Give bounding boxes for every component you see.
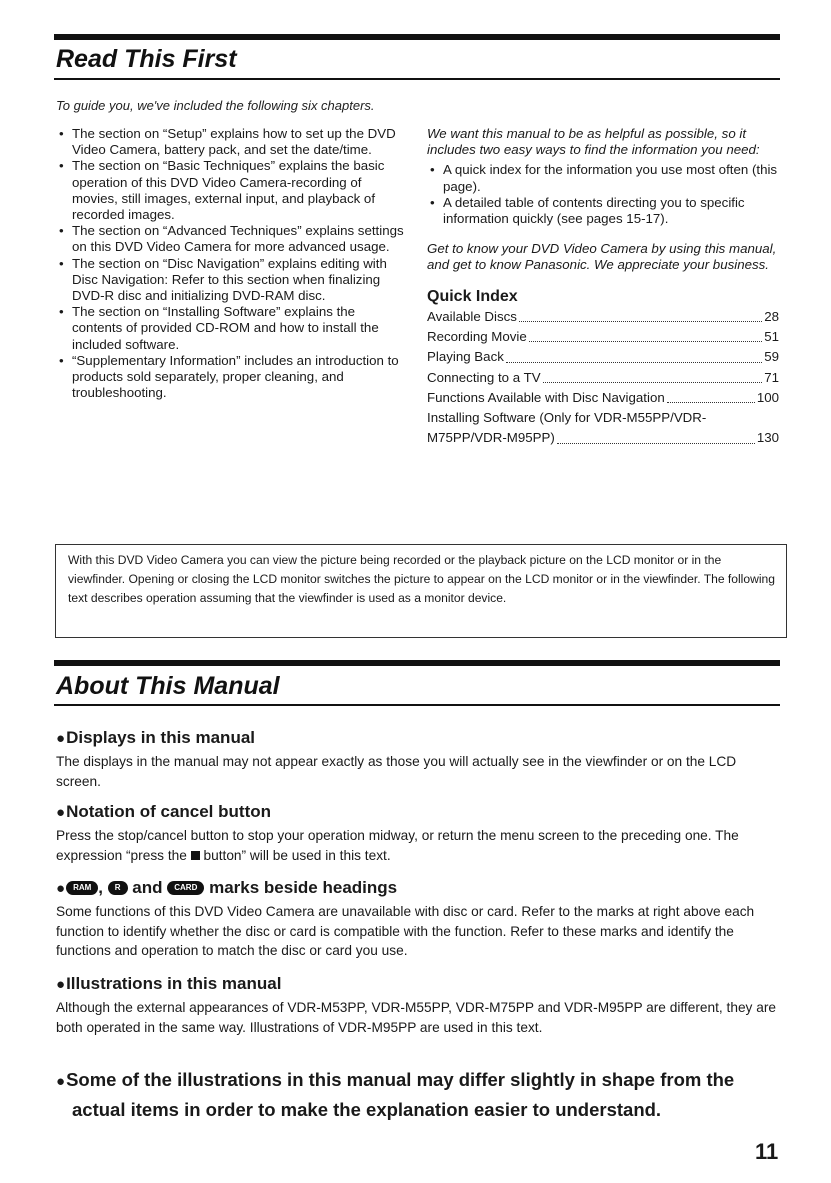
section-heading: ●Illustrations in this manual xyxy=(56,974,282,993)
section-body: Some functions of this DVD Video Camera are unavailable with disc or card. Refer to the marks at right above each function to identify whether the disc or card is compatible with the function. Refer to these marks and identify the functions and operation to match the disc or card you use. xyxy=(56,904,755,959)
index-row[interactable] xyxy=(427,388,779,408)
index-row[interactable] xyxy=(427,327,779,347)
card-badge-icon: CARD xyxy=(167,881,204,895)
index-row[interactable] xyxy=(427,347,779,367)
index-page: 100 xyxy=(756,389,779,405)
list-item: • “Supplementary Information” includes an introduction to products sold separately, proper cleaning, and troubleshooting. xyxy=(56,353,408,402)
leader-dots xyxy=(667,388,755,403)
list-item: • A detailed table of contents directing you to specific information quickly (see pages 15-17). xyxy=(427,195,779,227)
section-heading: ●Notation of cancel button xyxy=(56,802,271,821)
page-number: 11 xyxy=(755,1139,779,1164)
section-heading: ●Displays in this manual xyxy=(56,728,256,747)
index-page: 71 xyxy=(764,369,779,385)
index-page: 59 xyxy=(764,349,779,365)
page-title: Read This First xyxy=(56,45,237,73)
list-item: • A quick index for the information you use most often (this page). xyxy=(427,162,779,194)
list-item: • The section on “Disc Navigation” explains editing with Disc Navigation: Refer to this section when finalizing DVD-R disc and initializing DVD-RAM disc. xyxy=(56,256,408,305)
index-label: Connecting to a TV xyxy=(427,369,541,385)
index-label: Recording Movie xyxy=(427,328,527,344)
list-item: • The section on “Setup” explains how to set up the DVD Video Camera, battery pack, and set the date/time. xyxy=(56,126,408,158)
list-item: • The section on “Advanced Techniques” explains settings on this DVD Video Camera for more advanced usage. xyxy=(56,223,408,255)
index-page: 28 xyxy=(764,308,779,324)
help-outro: Get to know your DVD Video Camera by using this manual, and get to know Panasonic. We appreciate your business. xyxy=(427,241,777,273)
leader-dots xyxy=(543,368,763,383)
chapters-list xyxy=(56,126,408,401)
bullet-icon: ● xyxy=(56,1073,66,1090)
index-label: Available Discs xyxy=(427,308,517,324)
section-rule xyxy=(54,660,780,666)
leader-dots xyxy=(506,347,762,362)
quick-index-title: Quick Index xyxy=(427,287,518,305)
section-body: The displays in the manual may not appear exactly as those you will actually see in the viewfinder or on the LCD screen. xyxy=(56,754,737,789)
index-label-cont: M75PP/VDR-M95PP) xyxy=(427,430,555,446)
leader-dots xyxy=(557,428,755,443)
help-list xyxy=(427,162,779,227)
help-column xyxy=(427,126,779,449)
chapters-list-column xyxy=(56,126,408,401)
list-item: • The section on “Basic Techniques” explains the basic operation of this DVD Video Camera-recording of movies, still images, external input, and playback of recorded images. xyxy=(56,158,408,223)
index-page: 51 xyxy=(764,328,779,344)
section-heading: ● RAM , R and CARD marks beside headings xyxy=(56,878,398,897)
quick-index xyxy=(427,307,779,449)
top-rule xyxy=(54,34,780,40)
stop-square-icon xyxy=(191,851,200,860)
index-page: 130 xyxy=(756,430,779,446)
index-row[interactable] xyxy=(427,307,779,327)
intro-text: To guide you, we've included the following six chapters. xyxy=(56,98,375,113)
about-title: About This Manual xyxy=(56,672,280,700)
title-underline xyxy=(54,78,780,80)
illustration-disclaimer: ●Some of the illustrations in this manual may differ slightly in shape from the actual items in order to make the explanation easier to understand. xyxy=(56,1069,735,1120)
bullet-icon: ● xyxy=(56,976,66,993)
index-row[interactable] xyxy=(427,408,779,449)
index-row[interactable] xyxy=(427,368,779,388)
bullet-icon: ● xyxy=(56,880,66,897)
about-underline xyxy=(54,704,780,706)
index-label: Functions Available with Disc Navigation xyxy=(427,389,665,405)
ram-badge-icon: RAM xyxy=(66,881,98,895)
index-label: Playing Back xyxy=(427,349,504,365)
bullet-icon: ● xyxy=(56,804,66,821)
section-body: Press the stop/cancel button to stop your operation midway, or return the menu screen to the preceding one. The expression “press the button” will be used in this text. xyxy=(56,828,739,863)
leader-dots xyxy=(519,307,762,322)
list-item: • The section on “Installing Software” explains the contents of provided CD-ROM and how to install the included software. xyxy=(56,304,408,353)
r-badge-icon: R xyxy=(108,881,128,895)
index-label: Installing Software (Only for VDR-M55PP/VDR- xyxy=(427,410,707,426)
section-body: Although the external appearances of VDR-M53PP, VDR-M55PP, VDR-M75PP and VDR-M95PP are different, they are both operated in the same way. Illustrations of VDR-M95PP are used in this text. xyxy=(56,1000,776,1035)
help-intro: We want this manual to be as helpful as possible, so it includes two easy ways to find the information you need: xyxy=(427,126,760,158)
bullet-icon: ● xyxy=(56,730,66,747)
monitor-note-box: With this DVD Video Camera you can view the picture being recorded or the playback picture on the LCD monitor or in the viewfinder. Opening or closing the LCD monitor switches the picture to appear on the LCD monitor or in the viewfinder. The following text describes operation assuming that the viewfinder is used as a monitor device. xyxy=(55,544,787,638)
leader-dots xyxy=(529,327,762,342)
